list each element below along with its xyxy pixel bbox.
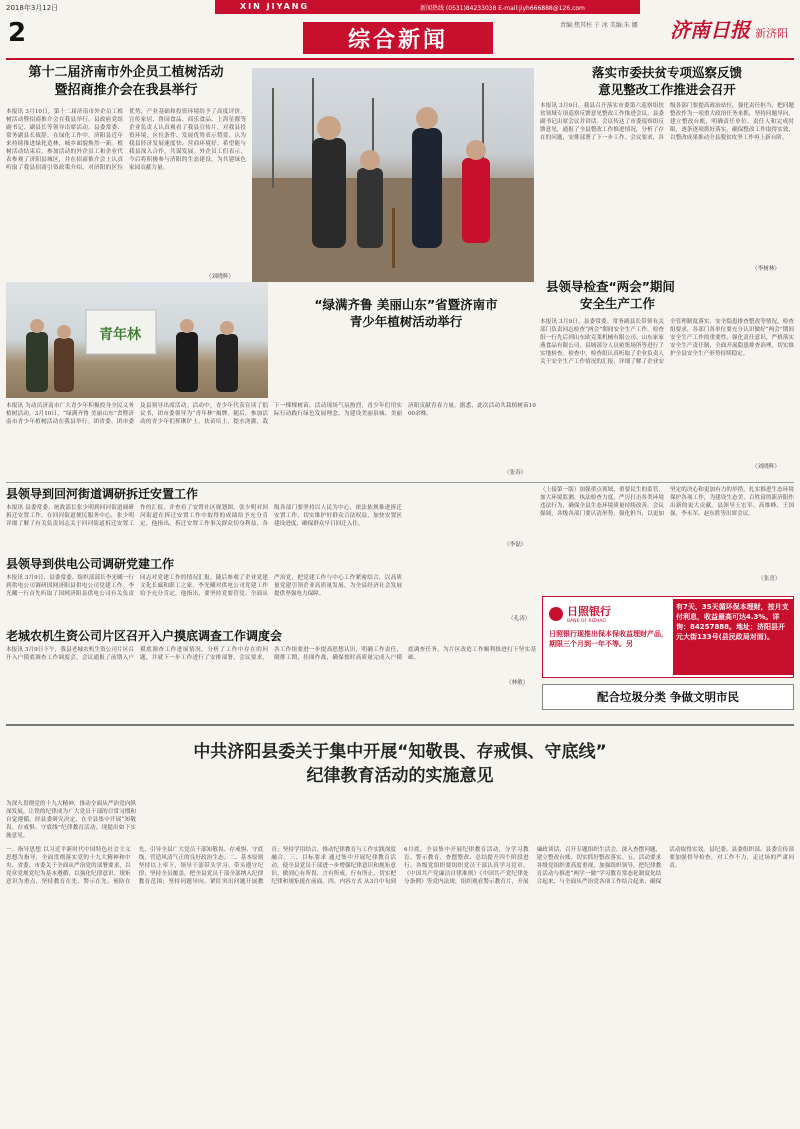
article-title: 第十二届济南市外企员工植树活动 暨招商推介会在我县举行 — [28, 65, 224, 98]
main-body: 一、指导思想 以习近平新时代中国特色社会主义思想为指导，全面贯彻落实党的十九大精神和中央、省委、市委关于全面从严治党的部署要求，以党章党规党纪为基本遵循，以强化纪律意识、规矩意识为重点，坚持教育在先、警示在先、预防在先，引导全县广大党员干部知敬畏、存戒惧、守底线，营造风清气正的良好政治生态。二、基本原则 坚持以上率下，领导干部带头学习、带头遵守纪律；坚持全员覆盖，把全县党员干部全部纳入纪律教育范围；坚持问题导向，紧盯突出问题开展教育；坚持学用结合，推动纪律教育与工作实践深度融合。三、目标要求 通过集中开展纪律教育活动，使全县党员干部进一步增强纪律意识和规矩意识，做到心有所畏、言有所戒、行有所止，切实把纪律和规矩挺在前面。四、内容方式 从3月中旬到6月底，全县集中开展纪律教育活动，分学习教育、警示教育、查摆整改、总结提升四个阶段进行。各级党组织要组织党员干部认真学习党章、《中国共产党廉洁自律准则》《中国共产党纪律处分条例》等党内法规，组织观看警示教育片，开展廉政谈话，召开专题组织生活会，深入查摆问题，建立整改台账，切实抓好整改落实。五、活动要求 各级党组织要高度重视，加强组织领导，把纪律教育活动与推进“两学一做”学习教育常态化制度化结合起来，与全面从严治党各项工作结合起来，确保活动取得实效。县纪委、县委组织部、县委宣传部要加强督导检查，对工作不力、走过场的严肃问责。 — [6, 847, 794, 885]
banner-text: 配合垃圾分类 争做文明市民 — [596, 690, 739, 704]
section-title-box — [303, 22, 493, 54]
article-old-city-survey — [6, 628, 536, 688]
article-body: 本报讯 3月9日，县委常委、常务副县长带领有关部门负责同志检查“两会”期间安全生产工作。检查组一行先后到山东欧克莱机械有限公司、山东家家燕食品有限公司、县城部分人员密集场所等进行了实地检查。检查中，检查组认真听取了企业负责人关于安全生产工作情况的汇报，详细了解了企业安全管理制度落实、安全隐患排查整改等情况。检查组要求，各部门各单位要充分认识做好“两会”期间安全生产工作的重要性，强化责任意识，严格落实安全生产责任制，全面开展隐患排查治理，切实维护全县安全生产形势持续稳定。 — [540, 319, 794, 365]
divider — [6, 482, 794, 483]
article-author: （孔涛） — [508, 616, 531, 622]
bank-logo-icon — [549, 607, 563, 621]
article-body: 本报讯 3月10日，第十二届济南市外企员工植树活动暨招商推介会在我县举行。县政府党组副书记、副县长等领导出席活动。县委常委、常务副县长致辞。在绿化工作中，济阳县近年来持续推进绿化造林，城乡面貌焕然一新。植树活动结束后，参加活动的外企员工和企业代表参观了济阳县城区，并在招商推介会上认真听取了我县招商引资政策介绍，对济阳的区位优势、产业基础和投资环境给予了高度评价。宣传家居、鲁园食品、商乐食品、上海星都等企业负责人认真观看了我县宣传片，对我县投资环境、区位条件、发展优势表示赞赏。认为我县经济发展速度快、营商环境好，希望能与我县深入合作，共谋发展。外企员工们表示，今后将积极参与济阳的生态建设，为共建绿色家园贡献力量。 — [6, 109, 246, 171]
masthead — [0, 0, 800, 62]
article-continued-from-p1 — [540, 486, 794, 586]
masthead-rule — [6, 58, 794, 60]
section-title: 综合新闻 — [347, 27, 448, 53]
article-author: （李树林） — [752, 266, 780, 272]
article-author: （刘晓辉） — [752, 464, 780, 470]
article-author: （刘晓辉） — [206, 274, 234, 280]
brand-sub: 新济阳 — [755, 27, 789, 40]
article-expat-tree-planting — [6, 64, 536, 284]
article-body: 本报讯 3月9日，县委常委、组织部部长李光曦一行到供电公司调研国网济阳县供电公司党建工作。李光曦一行首先听取了国网济阳县供电公司有关负责同志对党建工作的情况汇报，随后参观了企业党建文化长廊和职工之家。李光曦对供电公司党建工作给予充分肯定，他指出，要坚持党要管党、全面从严治党，把党建工作与中心工作紧密结合，以高质量党建引领企业高质量发展，为全县经济社会发展提供坚强电力保障。 — [6, 575, 402, 597]
article-poverty-rectification — [540, 64, 794, 274]
article-title: 县领导检查“两会”期间 安全生产工作 — [546, 279, 675, 311]
main-intro: 为深入贯彻党的十九大精神，推动全面从严治党向纵深发展，让铁的纪律成为广大党员干部的日常习惯和自觉遵循，经县委研究决定，在全县集中开展“知敬畏、存戒惧、守底线”纪律教育活动。现提出如下实施意见。 — [6, 801, 136, 839]
pinyin-text: XIN JIYANG — [240, 2, 310, 11]
article-body: 本报讯 3月9日，我县召开落实市委第六巡察组扶贫领域专项巡察反馈意见整改工作推进会议。县委副书记出席会议并讲话。会议传达了市委巡察组反馈意见，通报了全县整改工作推进情况，分析了存在的问题，安排部署了下一步工作。会议要求，各级各部门要提高政治站位，强化责任担当，把问题整改作为一项重大政治任务来抓，坚持问题导向，建立整改台账，明确责任单位、责任人和完成时限，逐条逐项抓好落实，确保整改工作取得实效，以整改成果推动全县脱贫攻坚工作再上新台阶。 — [540, 103, 794, 141]
article-title: “绿满齐鲁 美丽山东”省暨济南市 青少年植树活动举行 — [314, 297, 498, 329]
bank-name: 日照银行 — [567, 605, 611, 618]
article-safety-inspection — [540, 278, 794, 478]
article-title: 老城农机生资公司片区召开入户摸底调查工作调度会 — [6, 629, 283, 643]
article-author: （林敏） — [506, 680, 529, 686]
article-title: 落实市委扶贫专项巡察反馈 意见整改工作推进会召开 — [591, 65, 742, 97]
article-power-company-party — [6, 556, 536, 626]
divider — [6, 724, 794, 726]
garbage-sorting-banner — [542, 684, 794, 710]
page-number: 2 — [8, 18, 27, 48]
article-author: （李磊） — [504, 542, 527, 548]
article-body-columns — [6, 108, 246, 280]
article-title: 县领导到供电公司调研党建工作 — [6, 557, 175, 571]
main-title: 中共济阳县委关于集中开展“知敬畏、存戒惧、守底线” 纪律教育活动的实施意见 — [193, 742, 607, 786]
article-huihe-relocation — [6, 486, 536, 552]
date-line: 2018年3月12日 — [6, 4, 59, 12]
article-body: 本报讯 为动员济南市广大青少年积极投身全民义务植树活动，3月10日，“绿满齐鲁 美丽山东”省暨济南市青少年植树活动在我县举行。团省委、团市委及县领导出席活动。活动中，青少年代表宣读了倡议书，团市委领导为“青年林”揭牌。随后，参加活动的青少年们挥锹铲土、扶苗培土、提水浇灌，栽下一棵棵树苗。活动现场气氛热烈，青少年们用实际行动践行绿色发展理念，为建设美丽泉城、美丽济阳贡献青春力量。据悉，此次活动共栽植树苗1000余株。 — [6, 403, 536, 425]
article-author: （张春） — [504, 470, 527, 476]
article-body: 本报讯 县委常委、统战部长张少明到回河街道调研拆迁安置工作。在回河街道便民服务中心，张少明详细了解了有关负责同志关于回河街道拆迁安置工作的汇报，并查看了安置社区规划图。张少明对回河街道在拆迁安置工作中取得的成绩给予充分肯定，他指出，拆迁安置工作事关群众切身利益，各级各部门要坚持以人民为中心，依法依规推进拆迁安置工作，切实维护好群众合法权益，加快安置区建设进度，确保群众早日回迁入住。 — [6, 505, 402, 527]
article-youth-tree-planting — [6, 282, 536, 482]
photo-scene — [252, 68, 534, 282]
youth-forest-photo — [6, 282, 268, 398]
article-title: 县领导到回河街道调研拆迁安置工作 — [6, 487, 199, 501]
bank-promo-box — [673, 599, 793, 675]
brand-name: 济南日报 — [670, 18, 750, 42]
brand-logo — [670, 14, 788, 43]
article-discipline-education — [6, 730, 794, 1125]
hotline: 新闻热线 (0531)84233038 E-mail:jiyh666888@126.com — [420, 5, 585, 12]
editors-line: 责编:焦其柱 于 冰 美编:朱 娜 — [560, 22, 638, 29]
tree-planting-photo — [252, 68, 534, 282]
bank-name-en: BANK OF RIZHAO — [567, 619, 606, 624]
rizhao-bank-ad — [542, 596, 794, 678]
bank-logo — [549, 603, 611, 624]
article-body: （上接第一版）加强重点领域、重要民生的监管，加大环境监测、执法检查力度，严厉打击各类环境违法行为，确保全县生态环境质量持续改善。会议强调，各级各部门要认清形势、强化担当，以更加坚定的决心和更加有力的举措，扎实推进生态环境保护各项工作，为建设生态美、百姓富的新济阳作出新的更大贡献。县领导王宏军、高维峰、王国强、李永军、赵东胜等出席会议。 — [540, 487, 794, 517]
bank-promo-text: 有7天、35天循环保本理财，按月支付利息，收益最高可达4.3%。详询：84257888。地址：济阳县开元大街133号(县民政局对面)。 — [676, 603, 789, 641]
article-body: 本报讯 3月9日下午，我县老城农机生资公司片区召开入户摸底调查工作调度会。会议通报了前期入户摸底调查工作进展情况，分析了工作中存在的问题，并就下一步工作进行了安排部署。会议要求，各工作组要进一步提高思想认识，明确工作责任，倒排工期，挂图作战，确保按时高质量完成入户摸底调查任务，为片区改造工作顺利推进打下坚实基础。 — [6, 647, 536, 661]
bank-slogan: 日照银行现推出保本保收益理财产品，期限三个月到一年不等。另 — [549, 630, 668, 648]
photo-sign-text: 青年林 — [99, 327, 141, 343]
article-author: （张喜） — [758, 576, 781, 582]
